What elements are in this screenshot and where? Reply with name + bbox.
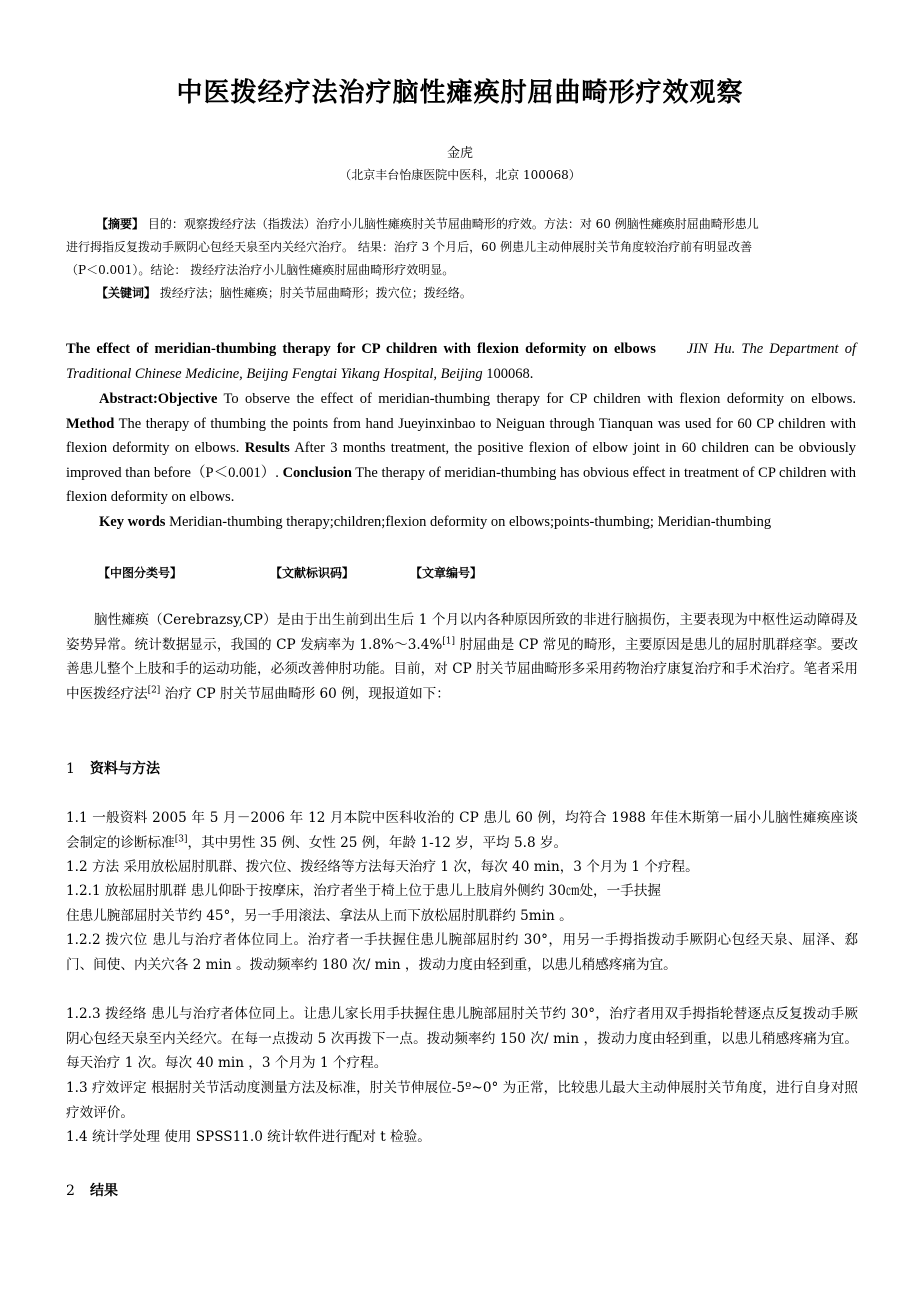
methods-paragraph-1-2-3: 1.2.3 拨经络 患儿与治疗者体位同上。让患儿家长用手扶握住患儿腕部屈肘关节约 30°，治疗者用双手拇指轮替逐点反复拨动手厥阴心包经天泉至内关经穴。在每一点拨动 5 次再拨下一点。拨动频率约 150 次/ min ，拨动力度由轻到重，以患儿稍感疼痛为宜。每天治疗 1 次。每次 40 min ，3 个月为 1 个疗程。 <box>66 1006 858 1071</box>
cn-abstract-line-3: （P＜0.001）。结论： 拨经疗法治疗小儿脑性瘫痪肘屈曲畸形疗效明显。 <box>66 263 455 277</box>
citation-3: [3] <box>174 833 188 844</box>
en-method-label: Method <box>66 415 115 432</box>
section-title: 结果 <box>90 1183 118 1199</box>
methods-1-1-text-b: ，其中男性 35 例、女性 25 例，年龄 1-12 岁，平均 5.8 岁。 <box>187 834 568 851</box>
en-postcode: 100068. <box>486 365 534 382</box>
methods-paragraph-1-2: 1.2 方法 采用放松屈肘肌群、拨穴位、拨经络等方法每天治疗 1 次，每次 40 min，3 个月为 1 个疗程。 <box>66 859 699 875</box>
cn-abstract-label: 【摘要】 <box>96 217 145 231</box>
methods-paragraph-1-4: 1.4 统计学处理 使用 SPSS11.0 统计软件进行配对 t 检验。 <box>66 1129 431 1145</box>
en-results-label: Results <box>244 440 290 456</box>
cn-abstract-text-1: 目的：观察拨经疗法（指拨法）治疗小儿脑性瘫痪肘关节屈曲畸形的疗效。方法：对 60 例脑性瘫痪肘屈曲畸形患儿 <box>147 217 759 231</box>
en-conclusion-text: The therapy of meridian-thumbing has obvious effect in treatment of CP children with flexion deformity on elbows. <box>66 464 856 505</box>
section-title: 资料与方法 <box>90 761 160 777</box>
en-objective-text: To observe the effect of meridian-thumbing therapy for CP children with flexion deformity on elbows. <box>217 391 856 407</box>
methods-1-2-1-line-2: 住患儿腕部屈肘关节约 45°，另一手用滚法、拿法从上而下放松屈肘肌群约 5min 。 <box>66 907 573 924</box>
cn-keywords-label: 【关键词】 <box>96 286 157 300</box>
cn-keywords-text: 拨经疗法；脑性瘫痪；肘关节屈曲畸形；拨穴位；拨经络。 <box>159 286 472 300</box>
methods-paragraph-1-2-2: 1.2.2 拨穴位 患儿与治疗者体位同上。治疗者一手扶握住患儿腕部屈肘约 30°，用另一手拇指拨动手厥阴心包经天泉、屈泽、郄门、间使、内关穴各 2 min 。拨动频率约 180 次/ min ，拨动力度由轻到重，以患儿稍感疼痛为宜。 <box>66 932 858 973</box>
author-affiliation: （北京丰台怡康医院中医科，北京 100068） <box>339 168 581 182</box>
methods-1-2-1-line-1: 1.2.1 放松屈肘肌群 患儿仰卧于按摩床，治疗者坐于椅上位于患儿上肢肩外侧约 30㎝处，一手扶握 <box>66 883 662 899</box>
en-method-text: The therapy of thumbing the points from hand Jueyinxinbao to Neiguan through Tianquan was used for 60 CP children with flexion deformity on elbows. <box>66 415 856 456</box>
methods-1-1-text-a: 1.1 一般资料 2005 年 5 月－2006 年 12 月本院中医科收治的 CP 患儿 60 例，均符合 1988 年佳木斯第一届小儿脑性瘫痪座谈会制定的诊断标准 <box>66 810 858 851</box>
clc-label: 【中图分类号】 <box>98 566 183 580</box>
methods-paragraph-1-1 <box>66 806 858 855</box>
section-heading-1 <box>66 758 160 778</box>
en-results-text: After 3 months treatment, the positive flexion of elbow joint in 60 children can be obviously improved than before（P＜0.001）. <box>66 440 856 481</box>
cn-abstract-line-1 <box>66 213 858 236</box>
paper-title: 中医拨经疗法治疗脑性瘫痪肘屈曲畸形疗效观察 <box>176 78 744 108</box>
en-title: The effect of meridian-thumbing therapy for CP children with flexion deformity on elbows <box>66 341 656 357</box>
en-keywords-text: Meridian-thumbing therapy;children;flexion deformity on elbows;points-thumbing; Meridian-thumbing <box>165 514 772 530</box>
article-no-label: 【文章编号】 <box>410 566 483 580</box>
citation-2: [2] <box>147 684 161 695</box>
en-keywords <box>66 510 856 535</box>
intro-text-1: 脑性瘫痪（Cerebrazsy,CP）是由于出生前到出生后 1 个月以内各种原因所致的非进行脑损伤，主要表现为中枢性运动障碍及姿势异常。统计数据显示，我国的 CP 发病率为 1.8%～3.4% <box>66 612 858 653</box>
intro-text-2: 肘屈曲是 CP 常见的畸形，主要原因是患儿的屈肘肌群痉挛。要改善患儿整个上肢和手的运动功能，必须改善伸肘功能。目前，对 CP 肘关节屈曲畸形多采用药物治疗康复治疗和手术治疗。笔者采用中医拨经疗法 <box>66 636 858 702</box>
citation-1: [1] <box>442 635 456 646</box>
cn-keywords <box>66 282 858 305</box>
section-number: 1 <box>66 761 75 777</box>
methods-paragraph-1-2-1 <box>66 879 858 928</box>
en-conclusion-label: Conclusion <box>282 464 352 481</box>
en-abstract-label: Abstract: <box>99 391 158 407</box>
doc-code-label: 【文献标识码】 <box>270 566 355 580</box>
author-name: 金虎 <box>446 146 473 161</box>
intro-text-3: 治疗 CP 肘关节屈曲畸形 60 例，现报道如下： <box>160 685 450 702</box>
en-author-affiliation: JIN Hu. The Department of Traditional Chinese Medicine, Beijing Fengtai Yikang Hospital, Beijing <box>66 341 857 382</box>
cn-abstract <box>66 213 858 305</box>
en-title-block <box>66 337 856 386</box>
en-abstract <box>66 387 856 510</box>
section-heading-2 <box>66 1180 118 1200</box>
section-number: 2 <box>66 1183 75 1199</box>
en-keywords-label: Key words <box>99 514 166 530</box>
methods-paragraph-1-3: 1.3 疗效评定 根据肘关节活动度测量方法及标准，肘关节伸展位-5º~0° 为正常，比较患儿最大主动伸展肘关节角度，进行自身对照疗效评价。 <box>66 1080 858 1121</box>
cn-abstract-line-2: 进行拇指反复拨动手厥阴心包经天泉至内关经穴治疗。 结果：治疗 3 个月后，60 例患儿主动伸展肘关节角度较治疗前有明显改善 <box>66 240 753 254</box>
intro-paragraph <box>66 608 858 706</box>
en-objective-label: Objective <box>157 391 218 407</box>
